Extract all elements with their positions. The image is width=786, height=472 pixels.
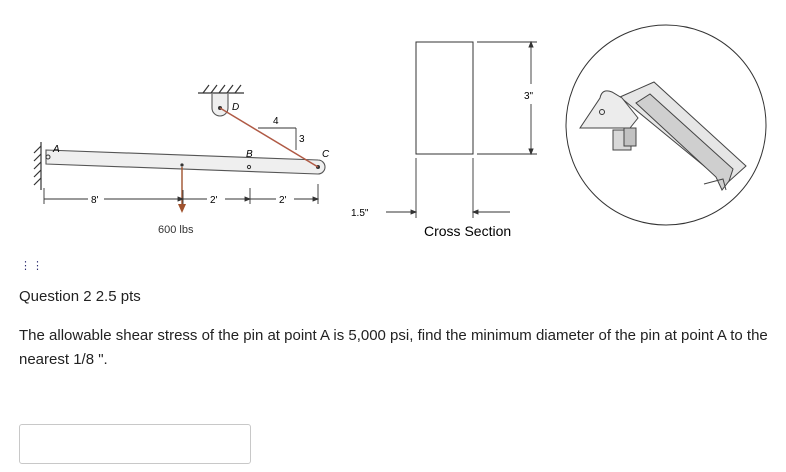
drag-handle-icon[interactable]: ⋮⋮ xyxy=(20,259,44,272)
label-d: D xyxy=(232,102,240,113)
cross-section-rect xyxy=(416,42,473,154)
cross-section-height: 3" xyxy=(524,91,534,102)
cross-section-width: 1.5" xyxy=(351,208,369,219)
slope-run: 4 xyxy=(273,116,279,127)
question-title: Question 2 2.5 pts xyxy=(19,288,141,305)
slope-rise: 3 xyxy=(299,134,305,145)
ceiling-support-icon xyxy=(198,85,244,93)
cross-section-caption: Cross Section xyxy=(424,223,512,239)
label-b: B xyxy=(246,149,253,160)
answer-input[interactable] xyxy=(19,424,251,464)
load-label: 600 lbs xyxy=(158,224,194,236)
load-arrowhead xyxy=(178,204,186,213)
cross-section-diagram xyxy=(351,42,537,239)
dim-mid-span: 2' xyxy=(210,195,218,206)
dim-right-span: 2' xyxy=(279,195,287,206)
label-c: C xyxy=(322,149,330,160)
beam-diagram xyxy=(34,85,330,236)
wall-support-icon xyxy=(34,142,41,190)
question-text: The allowable shear stress of the pin at point A is 5,000 psi, find the minimum diameter of the pin at point A to the nearest 1/8 ". xyxy=(19,327,768,368)
load-point xyxy=(180,163,183,166)
dimension-lines xyxy=(44,184,318,204)
beam xyxy=(46,150,325,174)
pin-joint-detail-icon xyxy=(566,25,766,225)
slope-triangle xyxy=(258,128,296,150)
bracket-d xyxy=(212,94,228,116)
dim-left-span: 8' xyxy=(91,195,99,206)
label-a: A xyxy=(53,144,60,155)
